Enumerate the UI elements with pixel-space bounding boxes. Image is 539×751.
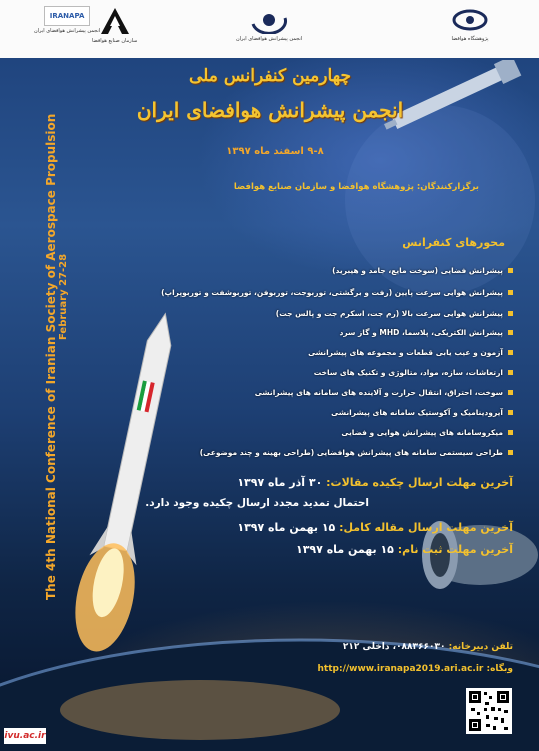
topic-item xyxy=(331,408,513,417)
registration-deadline xyxy=(296,543,513,556)
topic-item xyxy=(339,328,513,337)
bullet-icon xyxy=(508,311,513,316)
organization-caption: سازمان صنایع هوافضا xyxy=(92,38,138,44)
bullet-icon xyxy=(508,330,513,335)
topic-text: آیرودینامیک و آکوستیک سامانه های پیشرانشی xyxy=(331,408,503,417)
research-institute-caption: پژوهشگاه هوافضا xyxy=(451,36,489,42)
research-institute-logo xyxy=(448,6,492,42)
topic-text: پیشرانش الکتریکی، پلاسما، MHD و گاز سرد xyxy=(339,328,503,337)
topic-item xyxy=(276,309,513,318)
bullet-icon xyxy=(508,450,513,455)
topic-item xyxy=(341,428,513,437)
registration-deadline-label: آخرین مهلت ثبت نام: xyxy=(397,543,513,556)
topic-text: آزمون و عیب یابی قطعات و مجموعه های پیشرانشی xyxy=(308,348,503,357)
topic-item xyxy=(161,288,513,297)
topic-item xyxy=(255,388,513,397)
title-line1: چهارمین کنفرانس ملی xyxy=(189,66,351,86)
bullet-icon xyxy=(508,390,513,395)
abstract-deadline xyxy=(237,476,513,489)
society-logo xyxy=(236,6,302,42)
title-line2: انجمن پیشرانش هوافضای ایران xyxy=(136,98,404,122)
topic-text: ارتعاشات، سازه، مواد، متالوژی و تکنیک های ساخت xyxy=(313,368,503,377)
phone-label: تلفن دبیرخانه: xyxy=(448,642,513,652)
topic-item xyxy=(332,266,513,275)
research-institute-emblem-icon xyxy=(448,6,492,34)
website-line xyxy=(318,664,513,674)
bullet-icon xyxy=(508,430,513,435)
topic-text: میکروسامانه های پیشرانش هوایی و فضایی xyxy=(341,428,503,437)
bullet-icon xyxy=(508,410,513,415)
topic-text: پیشرانش هوایی سرعت بالا (رم جت، اسکرم جت و پالس جت) xyxy=(275,309,503,318)
paper-deadline xyxy=(237,521,513,534)
bullet-icon xyxy=(508,268,513,273)
rocket-illustration xyxy=(70,300,190,660)
aerospace-industries-emblem-icon xyxy=(95,6,135,36)
iranapa-mark: IRANAPA xyxy=(44,6,90,26)
topic-item xyxy=(314,368,513,377)
abstract-deadline-label: آخرین مهلت ارسال چکیده مقالات: xyxy=(326,476,513,489)
website-link[interactable]: http://www.iranapa2019.ari.ac.ir xyxy=(317,664,484,674)
topic-text: سوخت، احتراق، انتقال حرارت و آلاینده های سامانه های پیشرانشی xyxy=(254,388,503,397)
qr-code-icon xyxy=(466,688,512,734)
conference-date: ۹-۸ اسفند ماه ۱۳۹۷ xyxy=(226,146,324,157)
organization-logo xyxy=(92,6,137,44)
orbit-emblem-icon xyxy=(247,6,291,34)
extension-note: احتمال تمدید مجدد ارسال چکیده وجود دارد. xyxy=(145,497,369,509)
registration-deadline-value: ۱۵ بهمن ماه ۱۳۹۷ xyxy=(296,543,394,556)
organizers: برگزارکنندگان: پژوهشگاه هوافضا و سازمان صنایع هوافضا xyxy=(233,182,479,192)
space-station-illustration xyxy=(330,60,539,300)
bullet-icon xyxy=(508,290,513,295)
abstract-deadline-value: ۳۰ آذر ماه ۱۳۹۷ xyxy=(237,476,323,489)
watermark: ivu.ac.ir xyxy=(4,728,46,744)
bullet-icon xyxy=(508,370,513,375)
english-dates: February 27-28 xyxy=(58,253,69,340)
website-label: وبگاه: xyxy=(486,664,513,674)
phone-value: ۰۸۸۳۶۶۰۳۰، داخلی ۲۱۲ xyxy=(342,642,446,652)
topic-item xyxy=(308,348,513,357)
topic-text: پیشرانش فضایی (سوخت مایع، جامد و هیبرید) xyxy=(332,266,503,275)
topic-text: طراحی سیستمی سامانه های پیشرانش هوافضایی (طراحی بهینه و چند موضوعی) xyxy=(199,448,503,457)
paper-deadline-value: ۱۵ بهمن ماه ۱۳۹۷ xyxy=(237,521,336,534)
bullet-icon xyxy=(508,350,513,355)
topic-item xyxy=(200,448,513,457)
phone-line xyxy=(343,642,513,652)
topics-heading: محورهای کنفرانس xyxy=(402,236,505,249)
english-conference-name: The 4th National Conference of Iranian Society of Aerospace Propulsion xyxy=(44,113,58,600)
iranapa-caption: انجمن پیشرانش هوافضای ایران xyxy=(34,28,101,34)
society-caption: انجمن پیشرانش هوافضای ایران xyxy=(236,36,303,42)
iranapa-logo xyxy=(34,6,100,34)
paper-deadline-label: آخرین مهلت ارسال مقاله کامل: xyxy=(339,521,513,534)
topic-text: پیشرانش هوایی سرعت پایین (رفت و برگشتی، توربوجت، توربوفن، توربوشفت و توربوپراپ) xyxy=(161,288,503,297)
